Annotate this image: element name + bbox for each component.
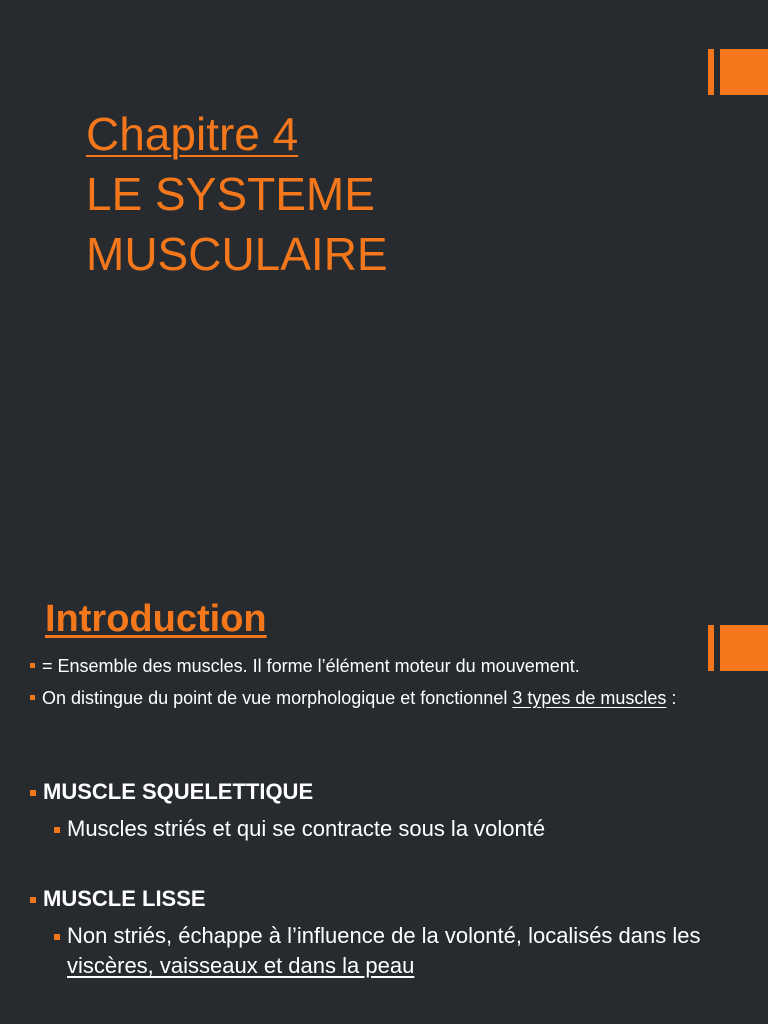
bullet-types-colon: : <box>666 688 677 708</box>
slide-introduction <box>0 512 768 1024</box>
accent-bar <box>708 625 768 671</box>
bullet-types <box>30 686 732 710</box>
chapter-label: Chapitre 4 <box>86 108 299 160</box>
accent-bar-thick <box>720 49 768 95</box>
section-title-skeletal-text: MUSCLE SQUELETTIQUE <box>43 779 314 804</box>
section-item-skeletal <box>54 814 747 844</box>
accent-bar-thin <box>708 625 714 671</box>
bullet-definition-text: = Ensemble des muscles. Il forme l’élément moteur du mouvement. <box>42 656 580 676</box>
section-item-skeletal-text: Muscles striés et qui se contracte sous la volonté <box>67 816 546 841</box>
section-item-smooth-text: Non striés, échappe à l’influence de la volonté, localisés dans les <box>67 923 701 948</box>
accent-bar-thin <box>708 49 714 95</box>
accent-bar-thick <box>720 625 768 671</box>
section-title-smooth <box>30 885 206 913</box>
introduction-heading: Introduction <box>45 598 267 640</box>
accent-bar <box>708 49 768 95</box>
section-title-skeletal <box>30 778 313 806</box>
section-title-smooth-text: MUSCLE LISSE <box>43 886 206 911</box>
bullet-types-underlined: 3 types de muscles <box>512 688 667 708</box>
bullet-definition <box>30 654 580 678</box>
title-line-1: LE SYSTEME <box>86 168 375 220</box>
section-item-smooth <box>54 921 747 981</box>
title-block <box>86 104 686 284</box>
bullet-types-text: On distingue du point de vue morphologique et fonctionnel <box>42 688 513 708</box>
title-line-2: MUSCULAIRE <box>86 228 388 280</box>
section-item-smooth-underlined: viscères, vaisseaux et dans la peau <box>67 953 415 978</box>
